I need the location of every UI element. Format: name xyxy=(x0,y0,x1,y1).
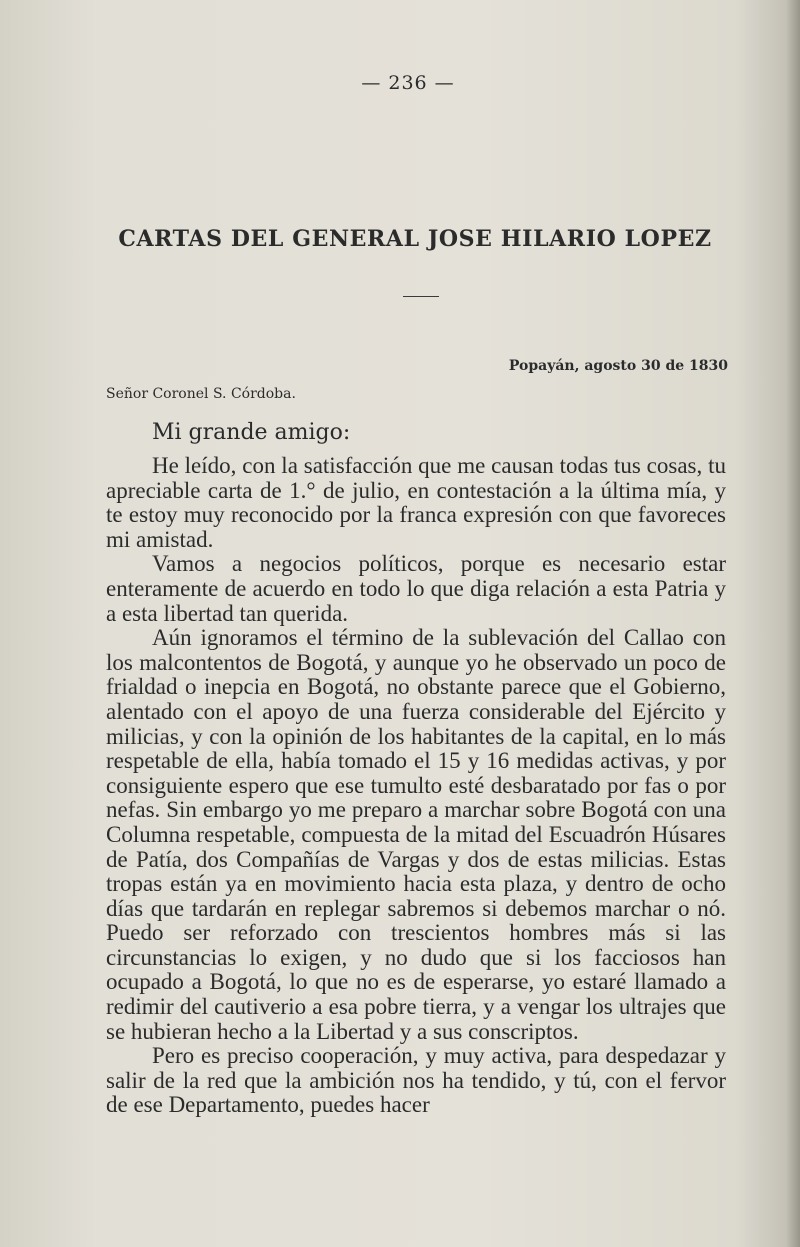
letter-addressee: Señor Coronel S. Córdoba. xyxy=(106,386,296,402)
paragraph: Pero es preciso cooperación, y muy activa, para despedazar y salir de la red que la ambición nos ha tendido, y tú, con el fervor de ese Departamento, puedes hacer xyxy=(106,1043,726,1118)
letter-salutation: Mi grande amigo: xyxy=(152,420,351,445)
paragraph: Vamos a negocios políticos, porque es necesario estar enteramente de acuerdo en todo lo que diga relación a esta Patria y a esta libertad tan querida. xyxy=(106,551,726,626)
title-divider xyxy=(403,296,439,297)
letter-date: Popayán, agosto 30 de 1830 xyxy=(508,358,728,374)
chapter-title: CARTAS DEL GENERAL JOSE HILARIO LOPEZ xyxy=(118,226,712,252)
paragraph: Aún ignoramos el término de la sublevación del Callao con los malcontentos de Bogotá, y aunque yo he observado un poco de frialdad o inepcia en Bogotá, no obstante parece que el Gobierno, alentado con el apoyo de una fuerza considerable del Ejército y milicias, y con la opinión de los habitantes de la capital, en lo más respetable de ella, había tomado el 15 y 16 medidas activas, y por consiguiente espero que ese tumulto esté desbaratado por fas o por nefas. Sin embargo yo me preparo a marchar sobre Bogotá con una Columna respetable, compuesta de la mitad del Escuadrón Húsares de Patía, dos Compañías de Vargas y dos de estas milicias. Estas tropas están ya en movimiento hacia esta plaza, y dentro de ocho días que tardarán en replegar sabremos si debemos marchar o nó. Puedo ser reforzado con trescientos hombres más si las circunstancias lo exigen, y no dudo que si los facciosos han ocupado a Bogotá, lo que no es de esperarse, yo estaré llamado a redimir del cautiverio a esa pobre tierra, y a vengar los ultrajes que se hubieran hecho a la Libertad y a sus conscriptos. xyxy=(106,625,726,1044)
paragraph: He leído, con la satisfacción que me causan todas tus cosas, tu apreciable carta de 1.° de julio, en contestación a la última mía, y te estoy muy reconocido por la franca expresión con que favoreces mi amistad. xyxy=(106,453,726,552)
page-number: — 236 — xyxy=(361,72,455,94)
letter-body xyxy=(106,454,726,1118)
page-edge-shadow xyxy=(786,0,800,1247)
